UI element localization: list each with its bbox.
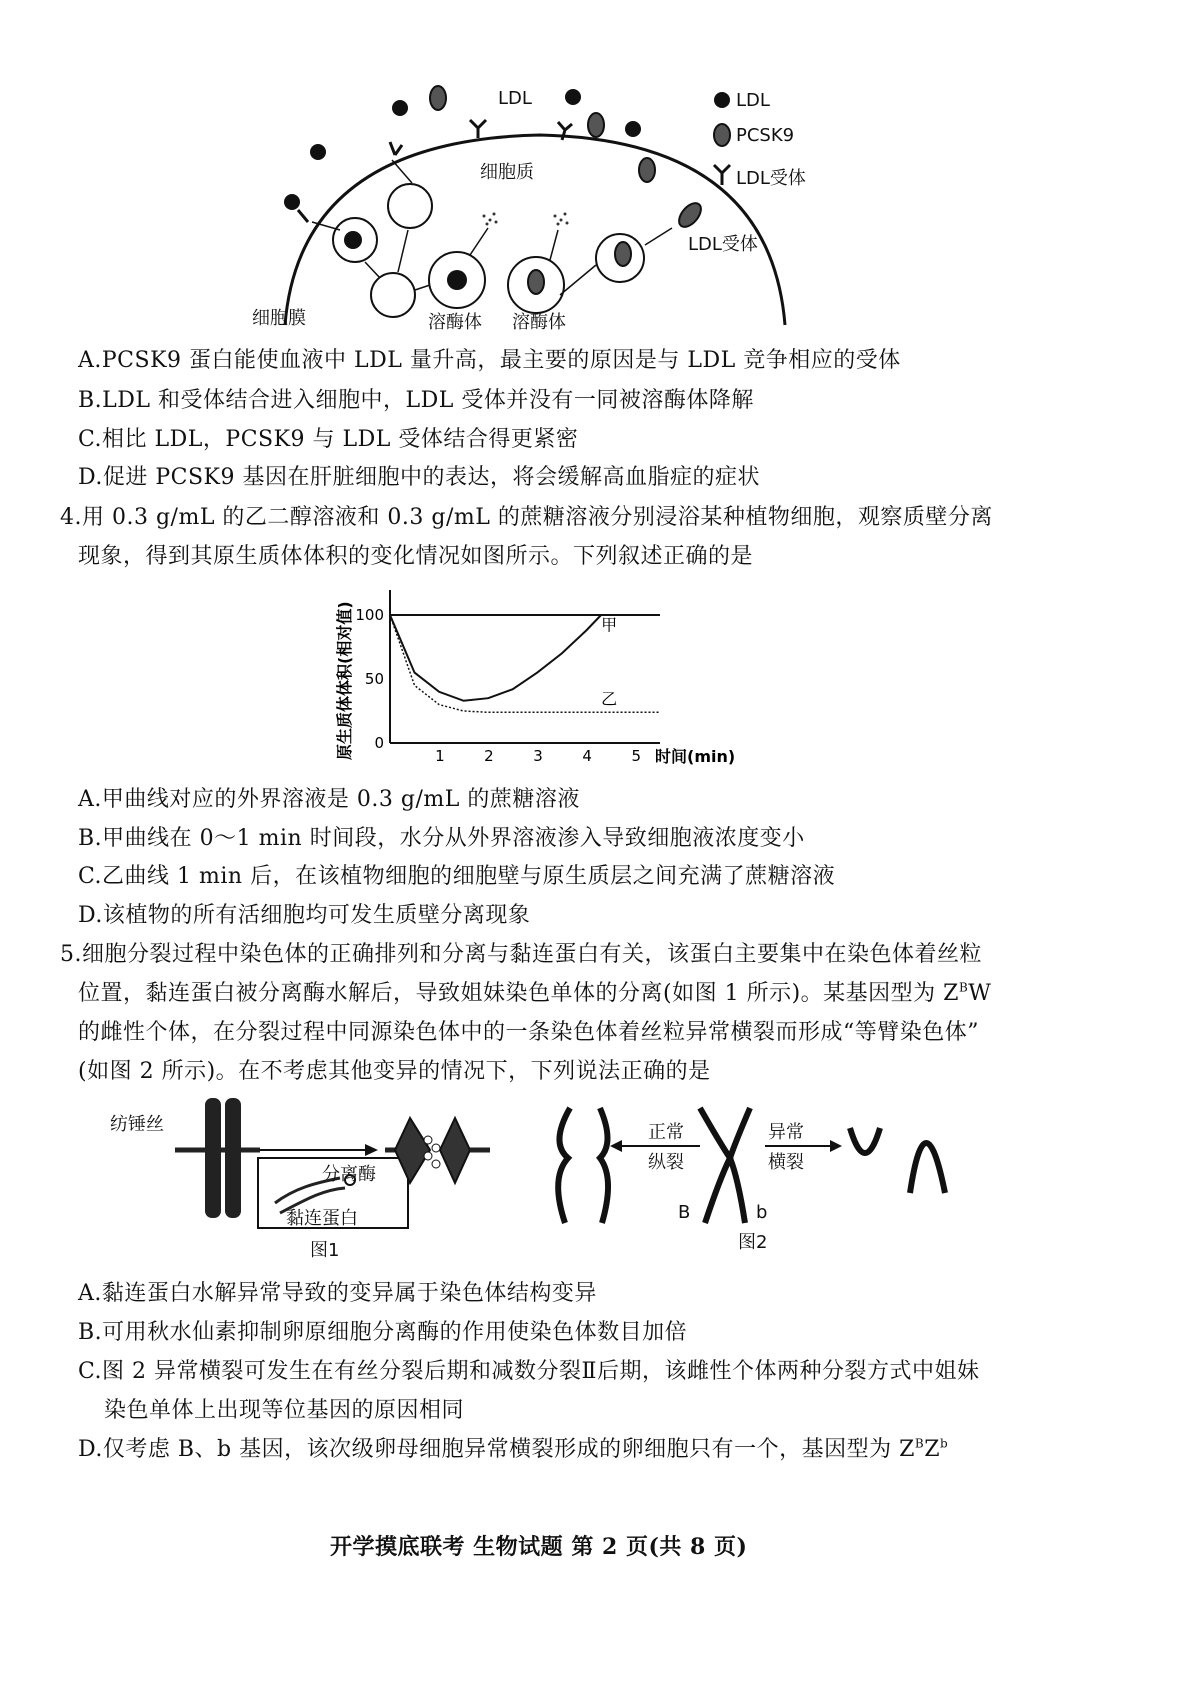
series-label-1: 乙	[601, 689, 618, 709]
y-tick-label: 0	[374, 734, 384, 752]
fig1-caption: 图1	[310, 1240, 340, 1261]
ldl-particle	[565, 89, 581, 105]
label-normal-2: 纵裂	[648, 1152, 684, 1173]
label-cohesin: 黏连蛋白	[286, 1208, 358, 1229]
x-tick-label: 1	[435, 747, 445, 765]
q4-option-b: B.甲曲线在 0～1 min 时间段，水分从外界溶液渗入导致细胞液浓度变小	[78, 826, 805, 851]
q4-option-a: A.甲曲线对应的外界溶液是 0.3 g/mL 的蔗糖溶液	[78, 787, 580, 812]
isochromosome	[910, 1143, 945, 1193]
label-normal-1: 正常	[648, 1122, 684, 1143]
x-tick-label: 4	[582, 747, 592, 765]
y-axis-label: 原生质体体积(相对值)	[335, 601, 354, 760]
q5-option-d: D.仅考虑 B、b 基因，该次级卵母细胞异常横裂形成的卵细胞只有一个，基因型为 $Z^BZ^b$	[78, 1436, 949, 1462]
q5-stem-1: 5.细胞分裂过程中染色体的正确排列和分离与黏连蛋白有关，该蛋白主要集中在染色体着丝粒	[60, 942, 982, 967]
x-tick-label: 5	[631, 747, 642, 765]
page-footer: 开学摸底联考 生物试题 第 2 页(共 8 页)	[330, 1534, 748, 1560]
ldl-figure	[240, 80, 840, 340]
label-gene-b: b	[756, 1202, 768, 1223]
q5-option-c-cont: 染色单体上出现等位基因的原因相同	[104, 1398, 465, 1423]
x-tick-label: 2	[484, 747, 494, 765]
y-tick-label: 50	[364, 670, 384, 688]
pcsk9-particle	[639, 158, 655, 182]
q4-stem-1: 4.用 0.3 g/mL 的乙二醇溶液和 0.3 g/mL 的蔗糖溶液分别浸浴某种植物细胞，观察质壁分离	[60, 505, 993, 530]
chromosome-x	[730, 1108, 750, 1223]
q3-option-c: C.相比 LDL，PCSK9 与 LDL 受体结合得更紧密	[78, 427, 579, 452]
endosome	[371, 273, 415, 317]
pcsk9-particle	[588, 113, 604, 137]
ldl-particle	[625, 121, 641, 137]
label-lysosome-1: 溶酶体	[428, 312, 482, 333]
chromosome-x	[700, 1108, 730, 1223]
arrow-icon	[365, 1144, 378, 1156]
q4-option-c: C.乙曲线 1 min 后，在该植物细胞的细胞壁与原生质层之间充满了蔗糖溶液	[78, 864, 836, 889]
fig2	[540, 1098, 960, 1258]
legend-pcsk9-icon	[714, 124, 730, 146]
chromatid	[205, 1098, 221, 1218]
label-gene-B: B	[678, 1202, 691, 1223]
q5-option-a: A.黏连蛋白水解异常导致的变异属于染色体结构变异	[78, 1281, 597, 1306]
x-tick-label: 3	[533, 747, 543, 765]
y-tick-label: 100	[355, 606, 384, 624]
x-axis-label: 时间(min)	[655, 747, 736, 766]
label-membrane: 细胞膜	[252, 308, 306, 329]
q5-option-c: C.图 2 异常横裂可发生在有丝分裂后期和减数分裂Ⅱ后期，该雌性个体两种分裂方式中姐妹	[78, 1359, 980, 1384]
q5-stem-4: (如图 2 所示)。在不考虑其他变异的情况下，下列说法正确的是	[78, 1059, 711, 1084]
fig1	[110, 1088, 510, 1261]
q3-option-d: D.促进 PCSK9 基因在肝脏细胞中的表达，将会缓解高血脂症的症状	[78, 465, 760, 490]
q4-option-d: D.该植物的所有活细胞均可发生质壁分离现象	[78, 903, 531, 928]
chromatid	[225, 1098, 241, 1218]
label-cytoplasm: 细胞质	[480, 162, 534, 183]
q5-stem-3: 的雌性个体，在分裂过程中同源染色体中的一条染色体着丝粒异常横裂而形成“等臂染色体”	[78, 1020, 979, 1045]
q3-option-b: B.LDL 和受体结合进入细胞中，LDL 受体并没有一同被溶酶体降解	[78, 388, 754, 413]
series-line-0	[390, 615, 601, 701]
fig2-caption: 图2	[738, 1232, 768, 1253]
series-line-1	[390, 615, 660, 712]
label-receptor: LDL受体	[688, 234, 758, 255]
ldl-receptor	[470, 120, 486, 138]
arrow-left-icon	[610, 1140, 622, 1152]
recycling-vesicle	[388, 184, 432, 228]
label-abnormal-2: 横裂	[768, 1152, 804, 1173]
fig1-drawing	[110, 1088, 510, 1258]
chart-svg	[330, 580, 750, 775]
arrow-right-icon	[830, 1140, 842, 1152]
chromatid-b	[558, 1108, 570, 1223]
separating-chromatid	[395, 1118, 430, 1183]
q3-option-a: A.PCSK9 蛋白能使血液中 LDL 量升高，最主要的原因是与 LDL 竞争相应的受体	[78, 348, 901, 373]
chromatid-b	[600, 1108, 608, 1223]
label-abnormal-1: 异常	[768, 1122, 804, 1143]
q4-stem-2: 现象，得到其原生质体体积的变化情况如图所示。下列叙述正确的是	[78, 544, 754, 569]
legend-receptor-icon	[714, 165, 730, 185]
label-spindle: 纺锤丝	[110, 1114, 164, 1135]
isochromosome	[850, 1128, 880, 1153]
q4-chart	[330, 580, 750, 775]
series-label-0: 甲	[601, 615, 618, 635]
label-separase: 分离酶	[322, 1164, 376, 1185]
pcsk9-particle	[430, 86, 446, 110]
label-lysosome-2: 溶酶体	[512, 312, 566, 333]
ldl-particle	[310, 144, 326, 160]
ldl-receptor	[390, 142, 402, 155]
legend-ldl: LDL	[736, 90, 770, 111]
separating-chromatid	[440, 1118, 470, 1183]
legend-ldl-icon	[714, 92, 730, 108]
label-ldl: LDL	[498, 88, 532, 109]
q5-option-b: B.可用秋水仙素抑制卵原细胞分离酶的作用使染色体数目加倍	[78, 1320, 688, 1345]
ldl-particle	[392, 100, 408, 116]
legend-receptor: LDL受体	[736, 168, 806, 189]
q5-stem-2: 位置，黏连蛋白被分离酶水解后，导致姐妹染色单体的分离(如图 1 所示)。某基因型为 $Z^BW$	[78, 980, 992, 1006]
ldl-figure-drawing	[240, 80, 840, 340]
legend-pcsk9: PCSK9	[736, 125, 795, 146]
